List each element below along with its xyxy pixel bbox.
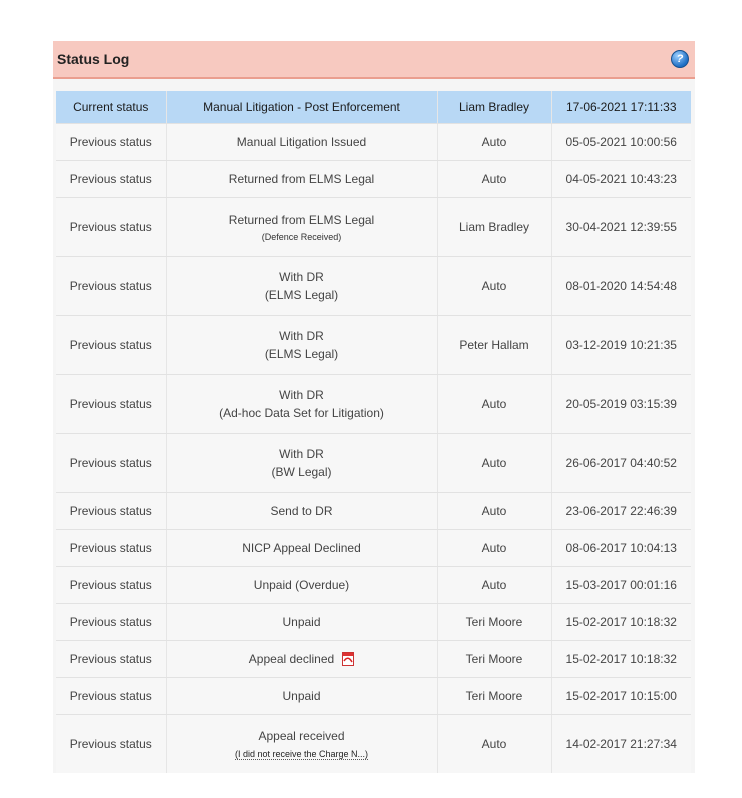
status-type: Previous status	[56, 604, 166, 641]
status-type: Current status	[56, 91, 166, 124]
status-type: Previous status	[56, 567, 166, 604]
status-type: Previous status	[56, 316, 166, 375]
status-cell	[166, 678, 437, 715]
status-note: (ELMS Legal)	[264, 288, 339, 302]
status-cell	[166, 567, 437, 604]
status-type: Previous status	[56, 257, 166, 316]
table-row	[56, 434, 691, 493]
panel-title: Status Log	[57, 51, 130, 67]
status-note-link[interactable]: (I did not receive the Charge N...)	[234, 748, 369, 759]
panel-header	[53, 41, 695, 79]
status-user: Liam Bradley	[437, 91, 551, 124]
status-type: Previous status	[56, 124, 166, 161]
status-name: Manual Litigation Issued	[236, 135, 367, 149]
table-row	[56, 257, 691, 316]
status-cell	[166, 604, 437, 641]
table-row	[56, 493, 691, 530]
status-user: Teri Moore	[437, 604, 551, 641]
status-type: Previous status	[56, 678, 166, 715]
status-cell	[166, 198, 437, 257]
status-cell	[166, 316, 437, 375]
status-type: Previous status	[56, 198, 166, 257]
status-name: With DR	[279, 329, 324, 343]
status-name: Returned from ELMS Legal	[228, 172, 375, 186]
status-date: 08-01-2020 14:54:48	[551, 257, 691, 316]
status-type: Previous status	[56, 715, 166, 774]
status-name: Manual Litigation - Post Enforcement	[166, 91, 437, 124]
table-row	[56, 641, 691, 678]
status-date: 30-04-2021 12:39:55	[551, 198, 691, 257]
table-row	[56, 567, 691, 604]
status-user: Auto	[437, 257, 551, 316]
status-user: Auto	[437, 375, 551, 434]
status-date: 08-06-2017 10:04:13	[551, 530, 691, 567]
status-date: 15-02-2017 10:15:00	[551, 678, 691, 715]
table-row	[56, 530, 691, 567]
status-name: Unpaid	[282, 615, 321, 629]
status-date: 04-05-2021 10:43:23	[551, 161, 691, 198]
status-log-panel	[53, 41, 695, 773]
status-cell	[166, 124, 437, 161]
status-cell	[166, 493, 437, 530]
table-row	[56, 715, 691, 774]
status-cell	[166, 715, 437, 774]
status-name: NICP Appeal Declined	[242, 541, 361, 555]
status-name: Send to DR	[270, 504, 333, 518]
status-date: 05-05-2021 10:00:56	[551, 124, 691, 161]
status-type: Previous status	[56, 641, 166, 678]
status-user: Auto	[437, 567, 551, 604]
status-date: 03-12-2019 10:21:35	[551, 316, 691, 375]
status-date: 15-02-2017 10:18:32	[551, 604, 691, 641]
table-row	[56, 604, 691, 641]
status-note: (ELMS Legal)	[264, 347, 339, 361]
table-row	[56, 124, 691, 161]
status-date: 17-06-2021 17:11:33	[551, 91, 691, 124]
status-cell	[166, 257, 437, 316]
table-row	[56, 678, 691, 715]
table-row	[56, 375, 691, 434]
status-type: Previous status	[56, 530, 166, 567]
status-type: Previous status	[56, 493, 166, 530]
status-name: With DR	[279, 388, 324, 402]
status-date: 26-06-2017 04:40:52	[551, 434, 691, 493]
status-user: Peter Hallam	[437, 316, 551, 375]
status-user: Auto	[437, 161, 551, 198]
status-user: Teri Moore	[437, 678, 551, 715]
status-note: (BW Legal)	[271, 465, 332, 479]
status-name: Unpaid	[282, 689, 321, 703]
status-name: Appeal declined	[248, 651, 335, 666]
current-status-row	[56, 91, 691, 124]
status-type: Previous status	[56, 375, 166, 434]
status-date: 15-02-2017 10:18:32	[551, 641, 691, 678]
status-date: 14-02-2017 21:27:34	[551, 715, 691, 774]
status-name: Returned from ELMS Legal	[228, 212, 375, 227]
status-cell	[166, 161, 437, 198]
status-cell	[166, 434, 437, 493]
status-user: Liam Bradley	[437, 198, 551, 257]
status-user: Teri Moore	[437, 641, 551, 678]
status-name: Unpaid (Overdue)	[253, 578, 350, 592]
pdf-icon[interactable]	[342, 652, 354, 666]
status-log-table	[56, 91, 691, 773]
status-user: Auto	[437, 434, 551, 493]
help-icon[interactable]: ?	[671, 50, 689, 68]
table-row	[56, 161, 691, 198]
status-date: 15-03-2017 00:01:16	[551, 567, 691, 604]
status-name: Appeal received	[258, 728, 345, 743]
status-user: Auto	[437, 493, 551, 530]
table-row	[56, 198, 691, 257]
status-cell	[166, 641, 437, 678]
status-note: (Ad-hoc Data Set for Litigation)	[219, 406, 384, 420]
status-type: Previous status	[56, 434, 166, 493]
status-note: (Defence Received)	[261, 231, 342, 242]
status-name: With DR	[279, 447, 324, 461]
status-date: 23-06-2017 22:46:39	[551, 493, 691, 530]
status-name: With DR	[279, 270, 324, 284]
table-row	[56, 316, 691, 375]
status-user: Auto	[437, 715, 551, 774]
status-user: Auto	[437, 530, 551, 567]
status-user: Auto	[437, 124, 551, 161]
status-cell	[166, 530, 437, 567]
status-date: 20-05-2019 03:15:39	[551, 375, 691, 434]
status-cell	[166, 375, 437, 434]
status-type: Previous status	[56, 161, 166, 198]
